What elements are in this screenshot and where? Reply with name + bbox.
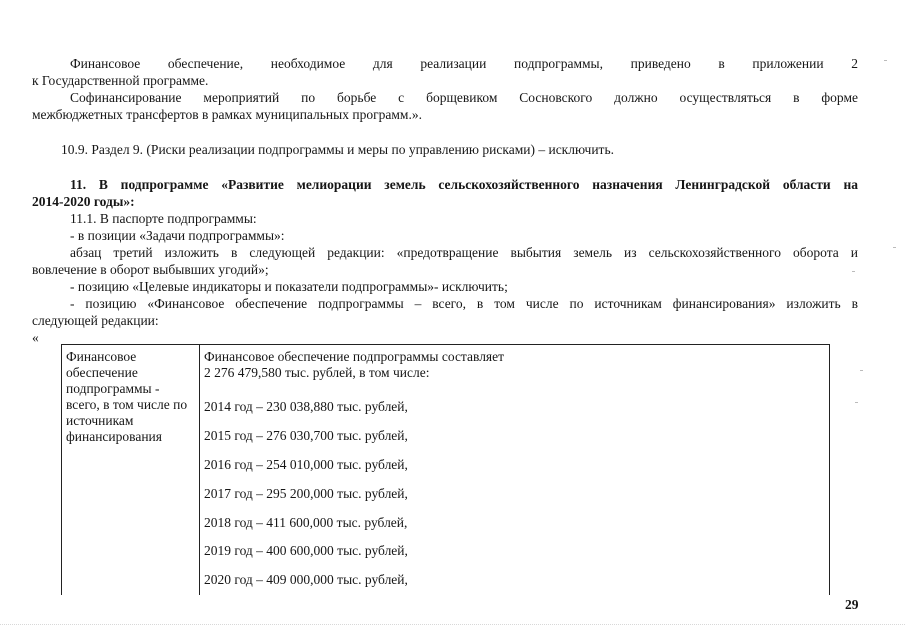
table-year-row: 2014 год – 230 038,880 тыс. рублей, — [204, 399, 408, 414]
scan-speck — [893, 247, 896, 248]
table-year-row: 2016 год – 254 010,000 тыс. рублей, — [204, 457, 408, 472]
table-year-row: 2018 год – 411 600,000 тыс. рублей, — [204, 515, 408, 530]
subsection-11-1: 11.1. В паспорте подпрограммы: — [70, 211, 257, 226]
heading-11-line2: 2014-2020 годы»: — [32, 194, 135, 209]
bullet-tasks: - в позиции «Задачи подпрограммы»: — [70, 228, 285, 243]
scan-speck — [855, 402, 858, 403]
paragraph-cofinancing-line2: межбюджетных трансфертов в рамках муниципальных программ.». — [32, 107, 422, 122]
page-number: 29 — [845, 597, 859, 612]
bullet-financing-line1: - позицию «Финансовое обеспечение подпрограммы – всего, в том числе по источникам финансирования» изложить в — [70, 296, 858, 311]
paragraph-cofinancing-line1: Софинансирование мероприятий по борьбе с борщевиком Сосновского должно осуществляться в форме — [70, 90, 858, 105]
paragraph-financing-line1: Финансовое обеспечение, необходимое для реализации подпрограммы, приведено в приложении 2 — [70, 56, 858, 71]
section-10-9: 10.9. Раздел 9. (Риски реализации подпрограммы и меры по управлению рисками) – исключить. — [61, 142, 614, 157]
paragraph-third-line2: вовлечение в оборот выбывших угодий»; — [32, 262, 269, 277]
bullet-indicators: - позицию «Целевые индикаторы и показатели подпрограммы»- исключить; — [70, 279, 508, 294]
table-year-row: 2020 год – 409 000,000 тыс. рублей, — [204, 572, 408, 587]
paragraph-third-line1: абзац третий изложить в следующей редакции: «предотвращение выбытия земель из сельскохозяйственного оборота и — [70, 245, 858, 260]
bullet-financing-line2: следующей редакции: — [32, 313, 159, 328]
financing-table — [61, 344, 830, 595]
table-intro-line2: 2 276 479,580 тыс. рублей, в том числе: — [204, 365, 430, 380]
scan-noise-line — [0, 624, 905, 625]
opening-quote: « — [32, 330, 39, 345]
heading-11-line1: 11. В подпрограмме «Развитие мелиорации земель сельскохозяйственного назначения Ленинградской области на — [70, 177, 858, 192]
scan-speck — [852, 271, 855, 272]
table-year-row: 2019 год – 400 600,000 тыс. рублей, — [204, 543, 408, 558]
scan-speck — [884, 60, 887, 61]
table-year-row: 2017 год – 295 200,000 тыс. рублей, — [204, 486, 408, 501]
table-intro-line1: Финансовое обеспечение подпрограммы составляет — [204, 349, 505, 364]
table-column-divider — [199, 345, 200, 595]
table-left-cell: Финансовое обеспечение подпрограммы - всего, в том числе по источникам финансирования — [66, 349, 188, 444]
paragraph-financing-line2: к Государственной программе. — [32, 73, 209, 88]
table-year-row: 2015 год – 276 030,700 тыс. рублей, — [204, 428, 408, 443]
scan-speck — [860, 370, 863, 371]
